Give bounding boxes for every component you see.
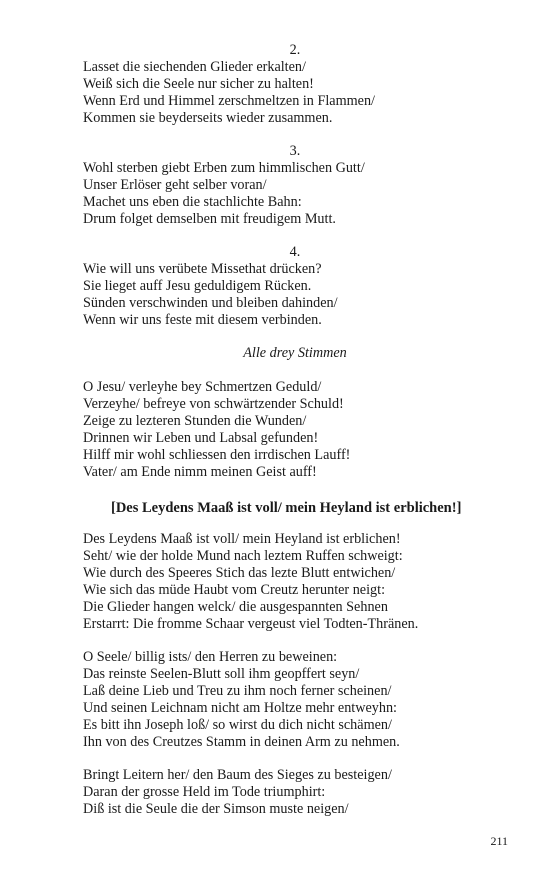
verse-line: Machet uns eben die stachlichte Bahn: — [83, 194, 302, 210]
stanza-number: 3. — [289, 143, 301, 159]
verse-line: Sie lieget auff Jesu geduldigem Rücken. — [83, 278, 312, 294]
verse-line: Die Glieder hangen welck/ die ausgespannten Sehnen — [83, 599, 388, 615]
poem-title: [Des Leydens Maaß ist voll/ mein Heyland ist erblichen!] — [111, 500, 462, 516]
verse-line: Lasset die siechenden Glieder erkalten/ — [83, 59, 306, 75]
verse-line: O Jesu/ verleyhe bey Schmertzen Geduld/ — [83, 379, 322, 395]
verse-line: Weiß sich die Seele nur sicher zu halten! — [83, 76, 314, 92]
verse-line: Wie durch des Speeres Stich das lezte Blutt entwichen/ — [83, 565, 396, 581]
verse-line: Wie sich das müde Haubt vom Creutz herunter neigt: — [83, 582, 386, 598]
verse-line: Wenn wir uns feste mit diesem verbinden. — [83, 312, 322, 328]
verse-line: Des Leydens Maaß ist voll/ mein Heyland ist erblichen! — [83, 531, 401, 547]
verse-line: Bringt Leitern her/ den Baum des Sieges zu besteigen/ — [83, 767, 392, 783]
verse-line: O Seele/ billig ists/ den Herren zu beweinen: — [83, 649, 338, 665]
verse-line: Wie will uns verübete Missethat drücken? — [83, 261, 322, 277]
verse-line: Daran der grosse Held im Tode triumphirt: — [83, 784, 326, 800]
verse-line: Kommen sie beyderseits wieder zusammen. — [83, 110, 333, 126]
verse-line: Unser Erlöser geht selber voran/ — [83, 177, 267, 193]
stanza-number: 2. — [289, 42, 301, 58]
verse-line: Diß ist die Seule die der Simson muste neigen/ — [83, 801, 349, 817]
verse-line: Wenn Erd und Himmel zerschmeltzen in Flammen/ — [83, 93, 375, 109]
verse-line: Ihn von des Creutzes Stamm in deinen Arm zu nehmen. — [83, 734, 400, 750]
verse-line: Es bitt ihn Joseph loß/ so wirst du dich nicht schämen/ — [83, 717, 392, 733]
verse-line: Wohl sterben giebt Erben zum himmlischen Gutt/ — [83, 160, 365, 176]
verse-line: Vater/ am Ende nimm meinen Geist auff! — [83, 464, 317, 480]
verse-line: Zeige zu lezteren Stunden die Wunden/ — [83, 413, 307, 429]
verse-line: Das reinste Seelen-Blutt soll ihm geopffert seyn/ — [83, 666, 360, 682]
stanza-number: 4. — [289, 244, 301, 260]
verse-line: Und seinen Leichnam nicht am Holtze mehr entweyhn: — [83, 700, 397, 716]
verse-line: Hilff mir wohl schliessen den irrdischen Lauff! — [83, 447, 351, 463]
verse-line: Sünden verschwinden und bleiben dahinden/ — [83, 295, 338, 311]
verse-line: Drum folget demselben mit freudigem Mutt. — [83, 211, 336, 227]
verse-line: Verzeyhe/ befreye von schwärtzender Schuld! — [83, 396, 344, 412]
verse-line: Erstarrt: Die fromme Schaar vergeust viel Todten-Thränen. — [83, 616, 419, 632]
page-number: 211 — [490, 834, 508, 848]
chorus-heading: Alle drey Stimmen — [243, 345, 347, 361]
verse-line: Drinnen wir Leben und Labsal gefunden! — [83, 430, 319, 446]
verse-line: Seht/ wie der holde Mund nach leztem Ruffen schweigt: — [83, 548, 403, 564]
verse-line: Laß deine Lieb und Treu zu ihm noch ferner scheinen/ — [83, 683, 392, 699]
